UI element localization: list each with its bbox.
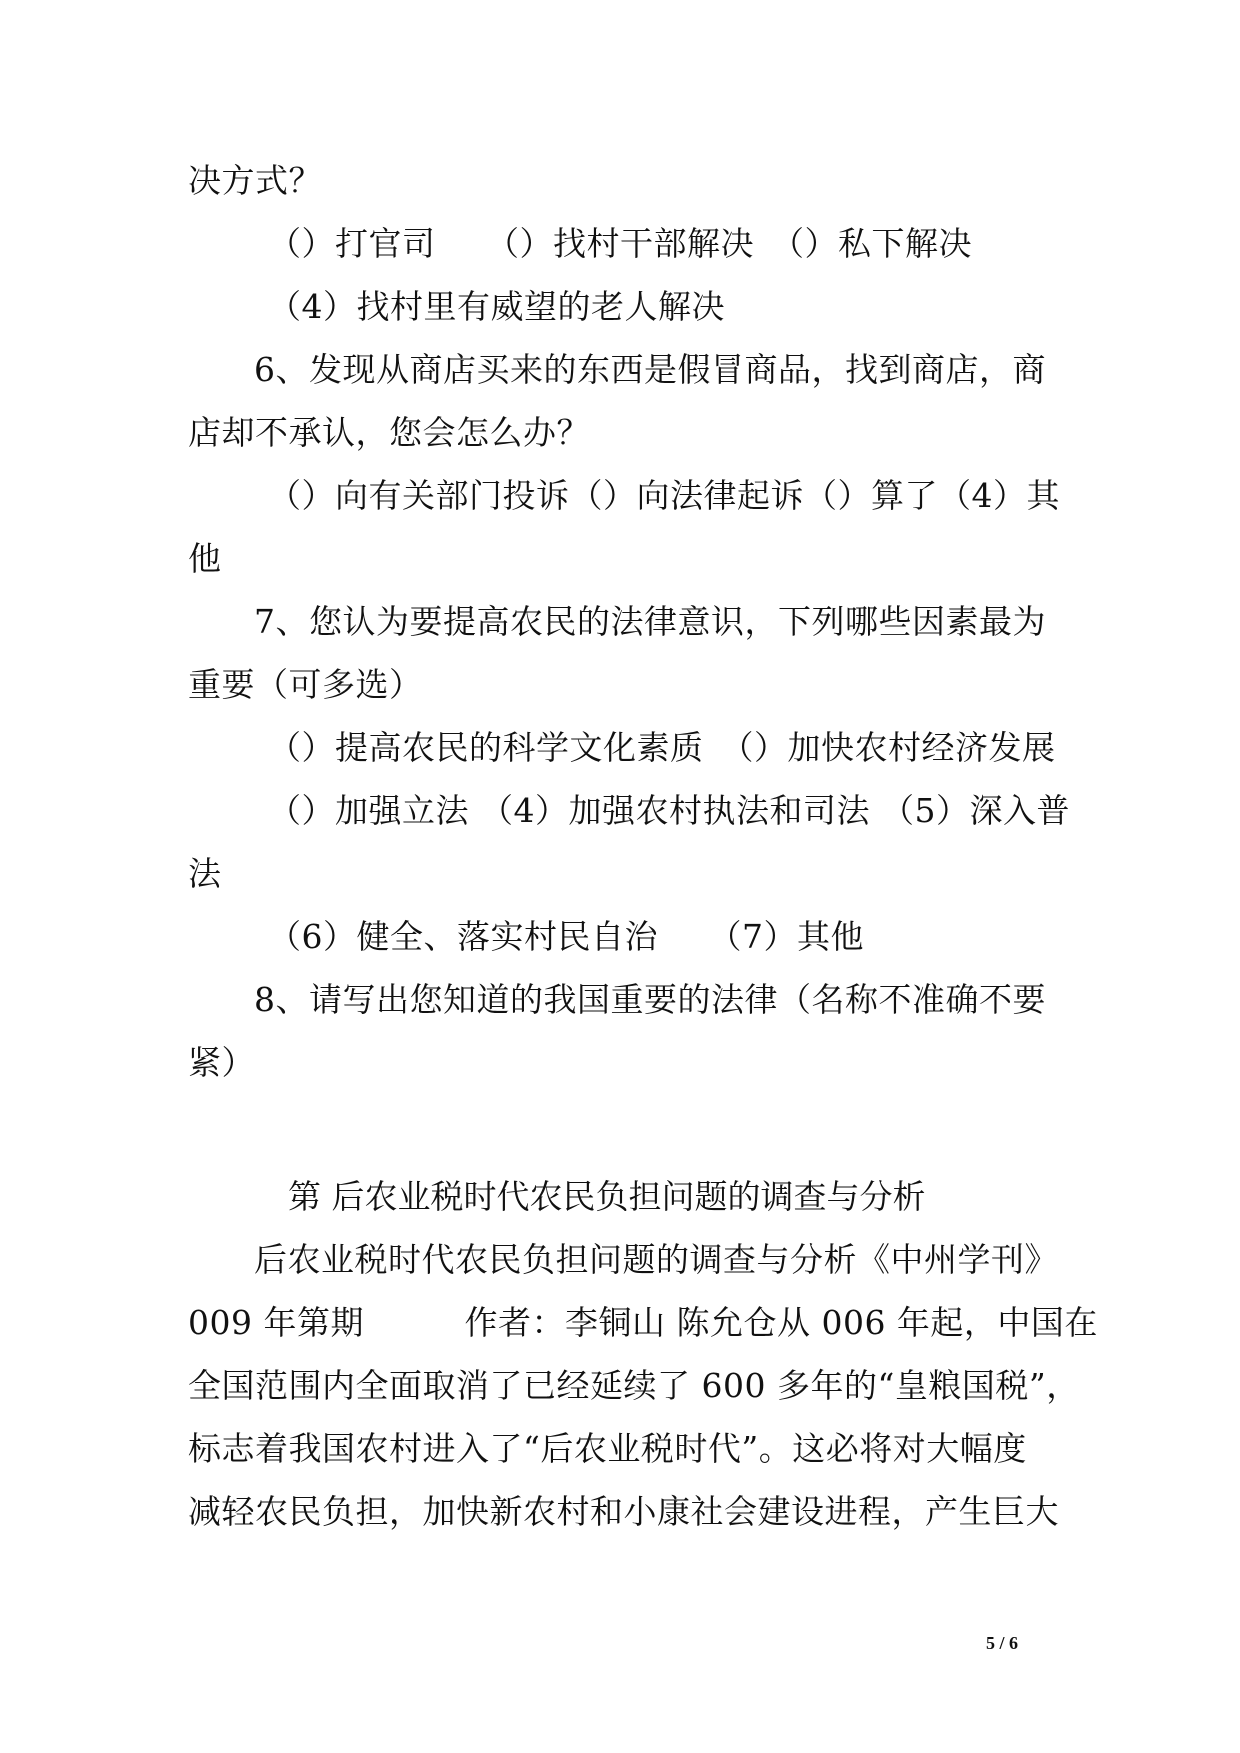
text-line: 法 [188, 854, 222, 893]
question-line: 7、您认为要提高农民的法律意识，下列哪些因素最为 [254, 602, 1046, 641]
option-line: （）提高农民的科学文化素质 （）加快农村经济发展 [268, 728, 1056, 767]
text-line: 决方式？ [188, 161, 322, 200]
question-line: 8、请写出您知道的我国重要的法律（名称不准确不要 [254, 980, 1046, 1019]
body-line: 标志着我国农村进入了“后农业税时代”。这必将对大幅度 [188, 1429, 1027, 1468]
body-line: 减轻农民负担，加快新农村和小康社会建设进程，产生巨大 [188, 1492, 1059, 1531]
body-line: 009 年第期 作者：李铜山 陈允仓从 006 年起，中国在 [188, 1303, 1098, 1342]
option-line: （6）健全、落实村民自治 （7）其他 [268, 917, 864, 956]
page-number: 5 / 6 [986, 1633, 1019, 1653]
text-line: 紧） [188, 1043, 255, 1082]
body-line: 全国范围内全面取消了已经延续了 600 多年的“皇粮国税”， [188, 1366, 1080, 1405]
body-line: 后农业税时代农民负担问题的调查与分析《中州学刊》 [254, 1240, 1058, 1279]
question-line: 6、发现从商店买来的东西是假冒商品，找到商店，商 [254, 350, 1046, 389]
text-line: 他 [188, 539, 222, 578]
option-line: （4）找村里有威望的老人解决 [268, 287, 725, 326]
text-line: 重要（可多选） [188, 665, 423, 704]
option-line: （）打官司 （）找村干部解决 （）私下解决 [268, 224, 972, 263]
text-line: 店却不承认，您会怎么办？ [188, 413, 590, 452]
option-line: （）加强立法 （4）加强农村执法和司法 （5）深入普 [268, 791, 1070, 830]
option-line: （）向有关部门投诉（）向法律起诉（）算了（4）其 [268, 476, 1060, 515]
section-title: 第 后农业税时代农民负担问题的调查与分析 [288, 1177, 926, 1216]
